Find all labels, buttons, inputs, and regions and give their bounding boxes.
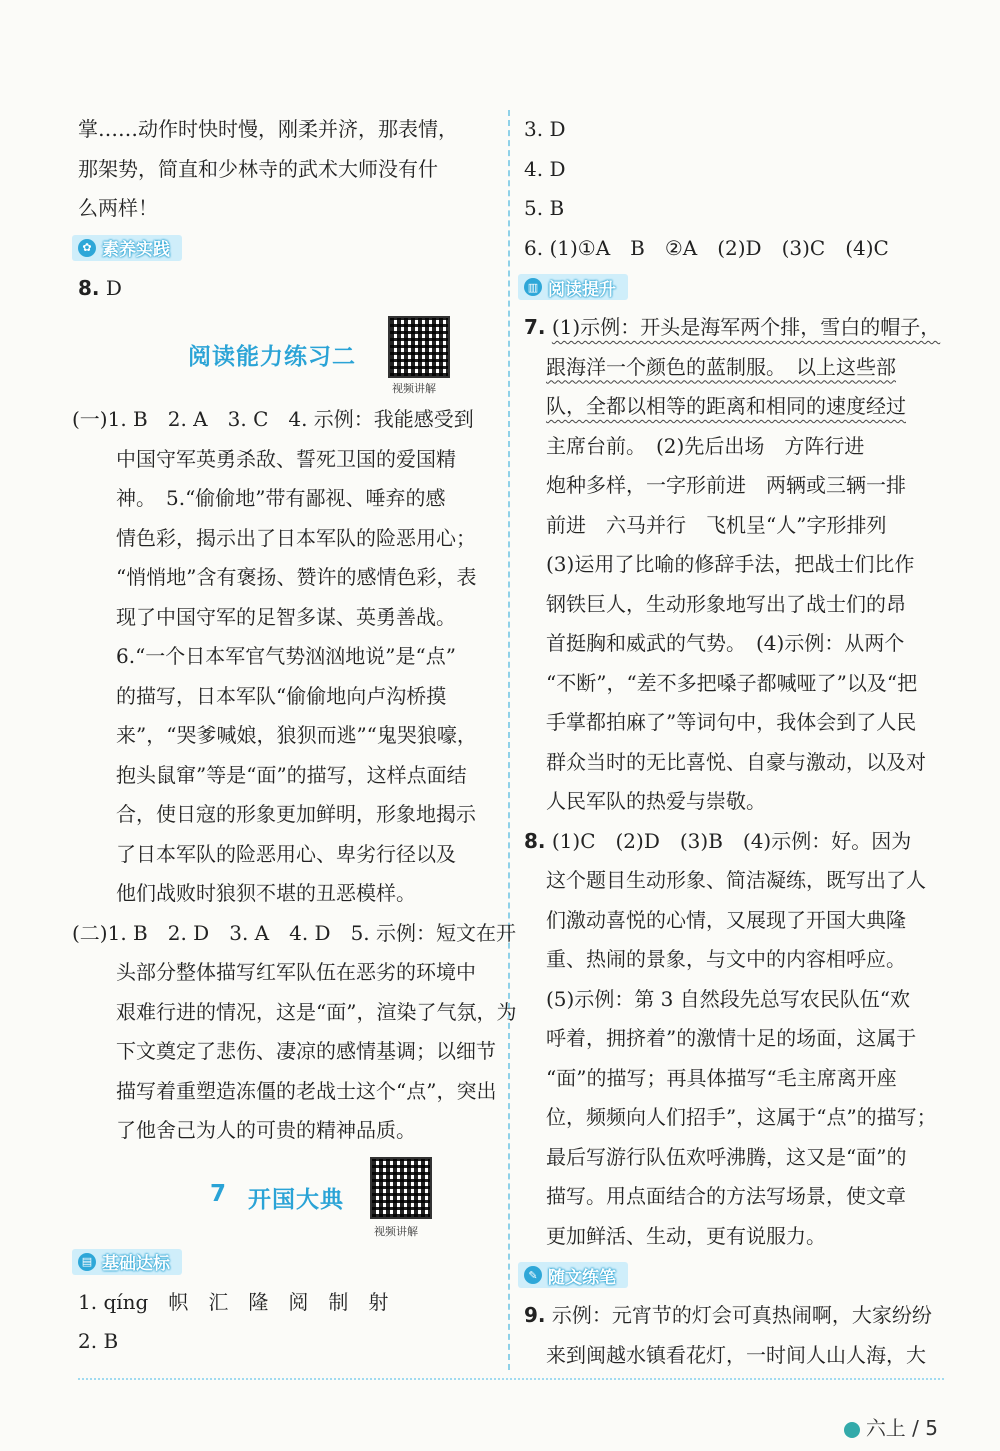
answer-5: 5. B	[524, 196, 565, 220]
text-line: 情色彩，揭示出了日本军队的险恶用心；	[116, 525, 476, 550]
text-line: 头部分整体描写红军队伍在恶劣的环境中	[116, 960, 476, 984]
leaf-icon: ✿	[78, 239, 96, 257]
text-line: 中国守军英勇杀敌、誓死卫国的爱国精	[116, 446, 456, 471]
text-line: 群众当时的无比喜悦、自豪与激动，以及对	[546, 749, 926, 774]
text-line: 他们战败时狼狈不堪的丑恶模样。	[116, 881, 416, 905]
text-line: 最后写游行队伍欢呼沸腾，这又是“面”的	[546, 1144, 907, 1169]
text-line: 队，全都以相等的距离和相同的速度经过	[546, 394, 906, 418]
footer-rule	[78, 1378, 944, 1380]
section-heading-reading-2	[78, 308, 488, 400]
text-line: 那架势，简直和少林寺的武术大师没有什	[78, 156, 438, 181]
text-line: 描写着重塑造冻僵的老战士这个“点”，突出	[116, 1078, 497, 1103]
text-line: “悄悄地”含有褒扬、赞许的感情色彩，表	[116, 565, 477, 589]
qr-code-icon[interactable]	[388, 316, 450, 378]
text-line: 的描写，日本军队“偷偷地向卢沟桥摸	[116, 683, 447, 708]
answer-6: 6. (1)①A B ②A (2)D (3)C (4)C	[524, 235, 889, 260]
text-line: 下文奠定了悲伤、凄凉的感情基调；以细节	[116, 1039, 496, 1063]
text-line: 人民军队的热爱与崇敬。	[546, 789, 766, 813]
text-line: 抱头鼠窜”等是“面”的描写，这样点面结	[116, 762, 467, 787]
text-line: 首挺胸和威武的气势。 (4)示例：从两个	[546, 631, 905, 655]
book-open-icon: ▥	[524, 278, 542, 296]
text-line: 主席台前。 (2)先后出场 方阵行进	[546, 433, 865, 458]
answer-3: 3. D	[524, 117, 566, 141]
text-line: (5)示例：第 3 自然段先总写农民队伍“欢	[546, 986, 910, 1011]
text-line: 艰难行进的情况，这是“面”，渲染了气氛，为	[116, 999, 517, 1024]
text-line: 跟海洋一个颜色的蓝制服。 以上这些部	[546, 354, 896, 379]
text-line: 来到闽越水镇看花灯，一时间人山人海，大	[546, 1342, 926, 1367]
answer-9-line: 9. 示例：元宵节的灯会可真热闹啊，大家纷纷	[524, 1303, 932, 1327]
text-line: 这个题目生动形象、简洁凝练，既写出了人	[546, 868, 926, 892]
section-title: 阅读能力练习二	[188, 344, 356, 370]
answer-2: 2. B	[78, 1329, 119, 1353]
text-line: 更加鲜活、生动，更有说服力。	[546, 1223, 826, 1248]
text-line: “不断”，“差不多把嗓子都喊哑了”以及“把	[546, 670, 918, 695]
lesson-number: 7	[210, 1180, 228, 1207]
section-tag-practice: ✿ 素养实践	[72, 235, 182, 261]
text-line: 们激动喜悦的心情，又展现了开国大典隆	[546, 907, 906, 932]
text-line: 位，频频向人们招手”，这属于“点”的描写；	[546, 1105, 937, 1129]
text-line: (一)1. B 2. A 3. C 4. 示例：我能感受到	[72, 407, 474, 431]
text-line: 现了中国守军的足智多谋、英勇善战。	[116, 604, 456, 629]
text-line: 钢铁巨人，生动形象地写出了战士们的昂	[546, 591, 906, 616]
text-line: 炮种多样，一字形前进 两辆或三辆一排	[546, 473, 906, 497]
qr-caption: 视频讲解	[392, 382, 436, 395]
book-icon: ▤	[78, 1253, 96, 1271]
text-line: 手掌都拍麻了”等词句中，我体会到了人民	[546, 710, 917, 734]
section-tag-reading-up: ▥ 阅读提升	[518, 274, 628, 300]
text-line: 掌……动作时快时慢，刚柔并济，那表情，	[78, 117, 458, 141]
answer-8: 8. D	[78, 275, 122, 300]
section-tag-writing: ✎ 随文练笔	[518, 1262, 628, 1288]
page-footer	[844, 1412, 938, 1441]
text-line: 重、热闹的景象，与文中的内容相呼应。	[546, 947, 906, 971]
text-line: (二)1. B 2. D 3. A 4. D 5. 示例：短文在开	[72, 920, 517, 945]
answer-8-line: 8. (1)C (2)D (3)B (4)示例：好。因为	[524, 828, 912, 853]
section-heading-lesson-7	[78, 1151, 488, 1243]
text-line: 前进 六马并行 飞机呈“人”字形排列	[546, 512, 887, 537]
text-line: (3)运用了比喻的修辞手法，把战士们比作	[546, 552, 915, 576]
text-line: 了日本军队的险恶用心、卑劣行径以及	[116, 841, 456, 866]
text-line: 合，使日寇的形象更加鲜明，形象地揭示	[116, 802, 476, 826]
pen-icon: ✎	[524, 1266, 542, 1284]
answer-1: 1. qíng 帜 汇 隆 阅 制 射	[78, 1289, 389, 1314]
answer-7-line: 7. (1)示例：开头是海军两个排，雪白的帽子，	[524, 315, 941, 339]
answer-4: 4. D	[524, 156, 566, 181]
section-tag-basics: ▤ 基础达标	[72, 1249, 182, 1275]
right-column	[524, 110, 944, 1375]
text-line: 描写。用点面结合的方法写场景，使文章	[546, 1184, 906, 1208]
page-number: 六上 / 5	[865, 1416, 938, 1440]
column-divider	[508, 110, 510, 1370]
text-line: 6.“一个日本军官气势汹汹地说”是“点”	[116, 644, 456, 668]
left-column	[72, 110, 517, 1362]
qr-code-icon[interactable]	[370, 1157, 432, 1219]
text-line: 了他舍己为人的可贵的精神品质。	[116, 1118, 416, 1142]
text-line: 来”，“哭爹喊娘，狼狈而逃”“鬼哭狼嚎，	[116, 723, 477, 747]
text-line: 么两样！	[78, 196, 158, 220]
text-line: “面”的描写；再具体描写“毛主席离开座	[546, 1065, 897, 1090]
text-line: 呼着，拥挤着”的激情十足的场面，这属于	[546, 1026, 917, 1050]
publisher-logo-icon	[844, 1422, 860, 1438]
lesson-title: 开国大典	[248, 1186, 344, 1213]
qr-caption: 视频讲解	[374, 1224, 418, 1238]
text-line: 神。 5.“偷偷地”带有鄙视、唾弃的感	[116, 486, 446, 510]
